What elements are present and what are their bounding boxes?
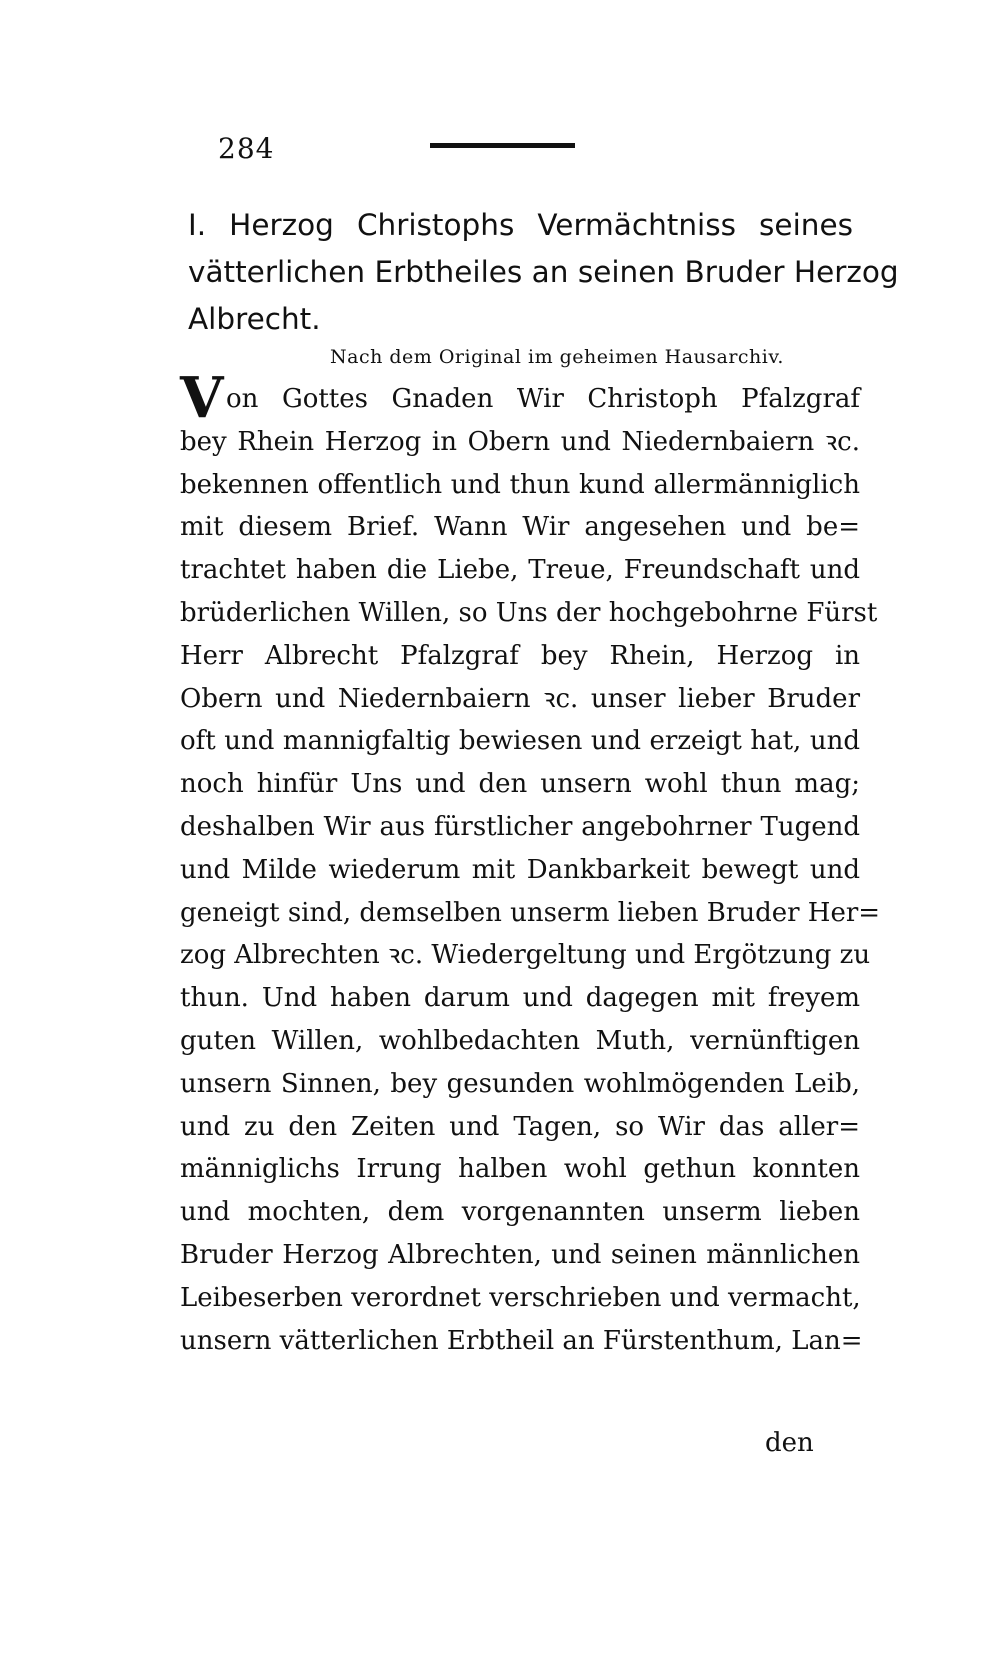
body-line: noch hinfür Uns und den unsern wohl thun mag;	[180, 769, 860, 800]
section-heading	[188, 202, 899, 343]
body-line: Bruder Herzog Albrechten, und seinen männlichen	[180, 1239, 860, 1270]
body-line: männiglichs Irrung halben wohl gethun konnten	[180, 1154, 860, 1185]
body-line: und zu den Zeiten und Tagen, so Wir das aller=	[180, 1111, 860, 1142]
body-line: on Gottes Gnaden Wir Christoph Pfalzgraf	[226, 384, 860, 414]
body-line: Leibeserben verordnet verschrieben und vermacht,	[180, 1282, 861, 1313]
drop-initial: V	[180, 365, 224, 431]
source-note: Nach dem Original im geheimen Hausarchiv.	[330, 346, 784, 368]
body-line: mit diesem Brief. Wann Wir angesehen und be=	[180, 512, 860, 543]
body-line: geneigt sind, demselben unserm lieben Bruder Her=	[180, 897, 881, 928]
body-line: bekennen offentlich und thun kund allermänniglich	[180, 469, 860, 500]
body-line: und Milde wiederum mit Dankbarkeit bewegt und	[180, 854, 860, 885]
body-line: deshalben Wir aus fürstlicher angebohrner Tugend	[180, 811, 860, 842]
body-line: bey Rhein Herzog in Obern und Niedernbaiern ꝛc.	[180, 426, 860, 457]
heading-line-1: I. Herzog Christophs Vermächtniss seines	[188, 208, 853, 242]
body-line: unsern Sinnen, bey gesunden wohlmögenden Leib,	[180, 1068, 860, 1099]
header-rule	[430, 143, 575, 148]
body-line: Obern und Niedernbaiern ꝛc. unser lieber Bruder	[180, 683, 860, 714]
body-line: brüderlichen Willen, so Uns der hochgebohrne Fürst	[180, 597, 878, 628]
body-line: thun. Und haben darum und dagegen mit freyem	[180, 983, 860, 1014]
heading-line-2: vätterlichen Erbtheiles an seinen Bruder Herzog	[188, 255, 899, 289]
heading-line-3: Albrecht.	[188, 302, 321, 336]
body-text	[180, 378, 881, 1362]
page-number: 284	[218, 132, 275, 165]
body-line: unsern vätterlichen Erbtheil an Fürstenthum, Lan=	[180, 1325, 863, 1356]
body-line: guten Willen, wohlbedachten Muth, vernünftigen	[180, 1025, 860, 1056]
catchword: den	[765, 1428, 814, 1458]
body-line: Herr Albrecht Pfalzgraf bey Rhein, Herzog in	[180, 640, 860, 671]
body-line: zog Albrechten ꝛc. Wiedergeltung und Ergötzung zu	[180, 940, 871, 971]
body-line: oft und mannigfaltig bewiesen und erzeigt hat, und	[180, 726, 860, 757]
body-line: trachtet haben die Liebe, Treue, Freundschaft und	[180, 555, 860, 586]
body-line: und mochten, dem vorgenannten unserm lieben	[180, 1197, 860, 1228]
